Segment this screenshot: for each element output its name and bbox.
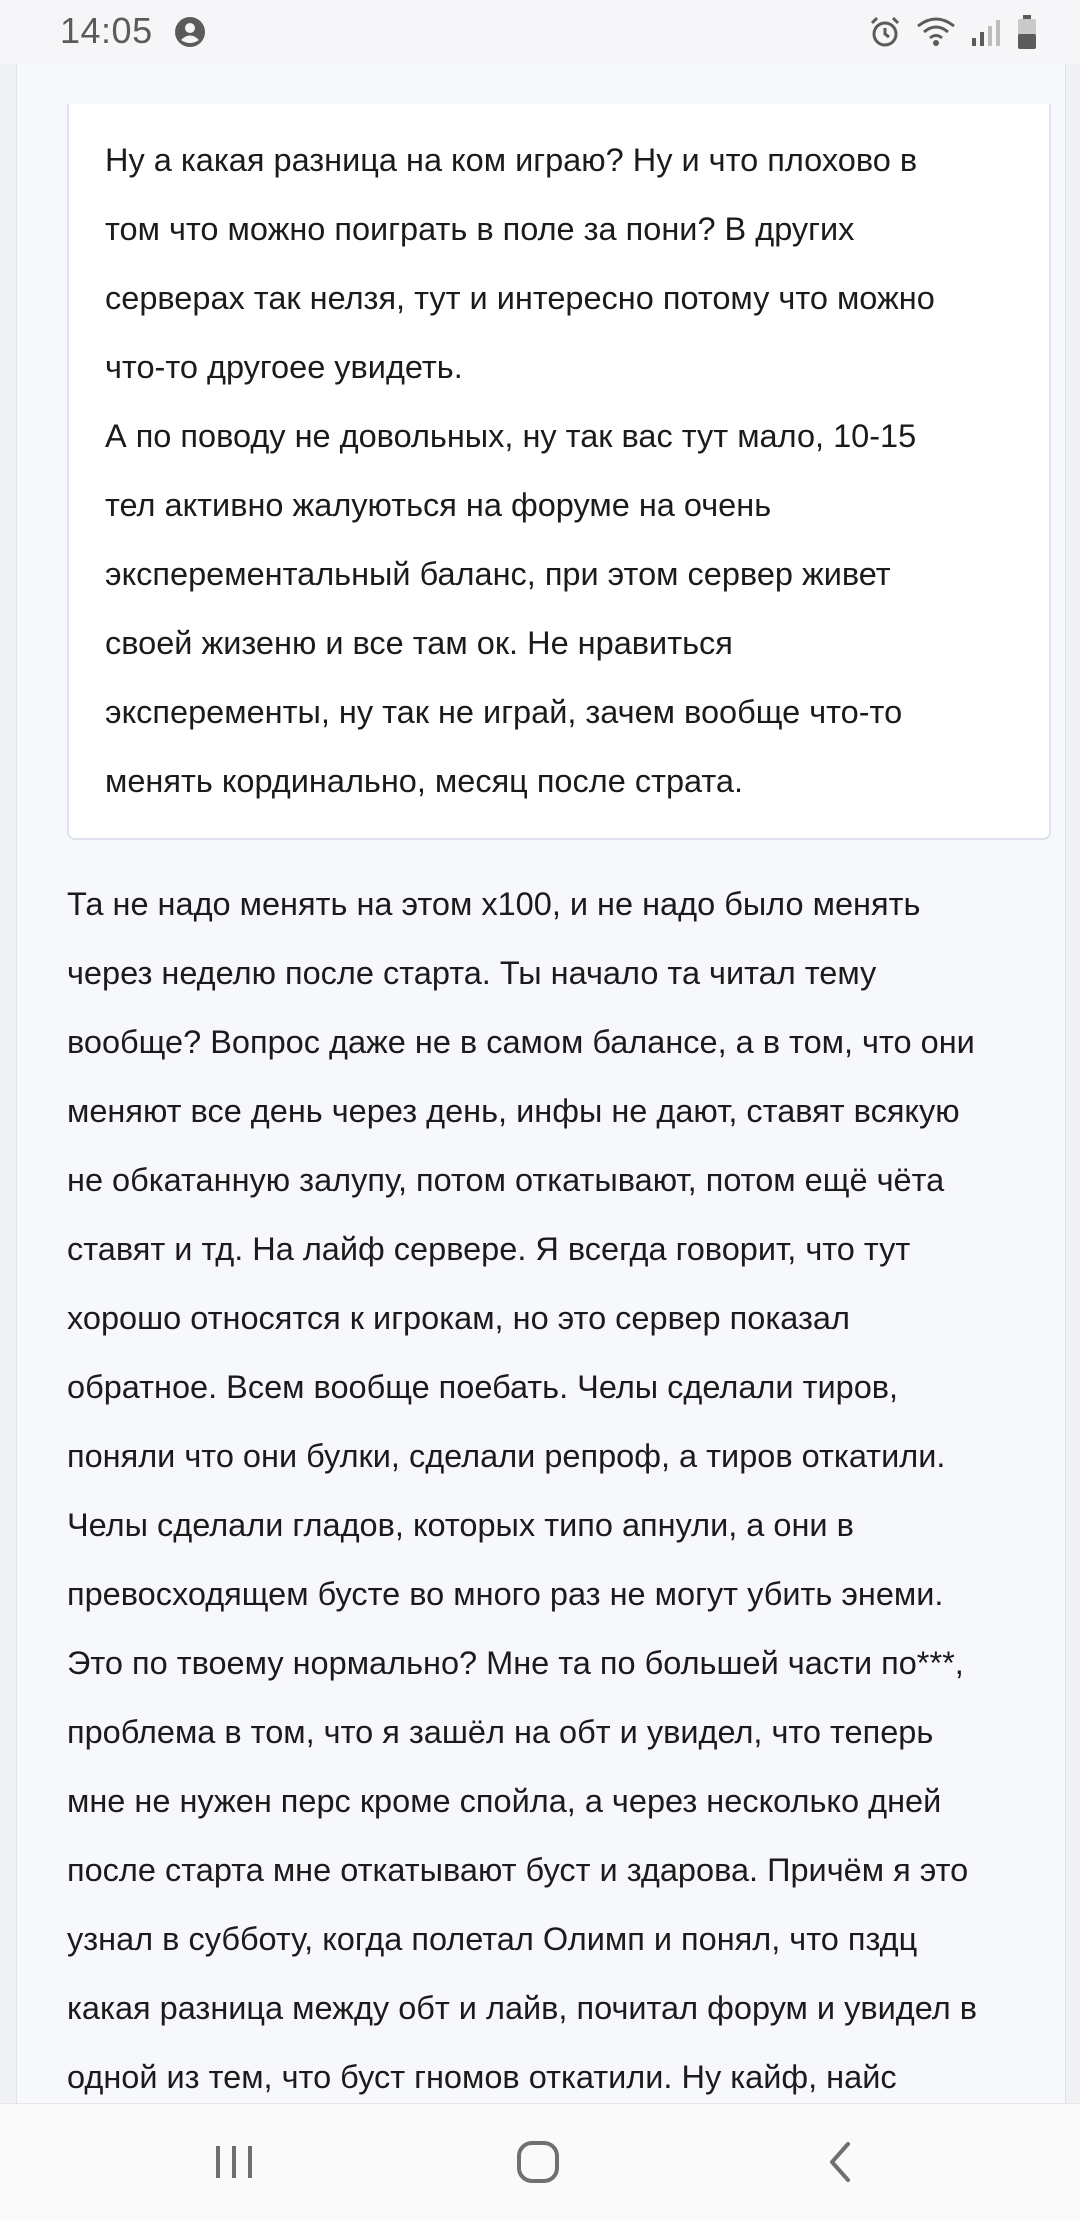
quote-line: тел активно жалуються на форуме на очень	[105, 487, 772, 523]
wifi-icon	[916, 16, 956, 48]
quote-line: что-то другоее увидеть.	[105, 349, 463, 385]
quote-line: эксперементальный баланс, при этом сервер живет	[105, 556, 891, 592]
body-line: через неделю после старта. Ты начало та читал тему	[67, 955, 877, 991]
forum-post	[16, 64, 1066, 2104]
body-line: хорошо относятся к игрокам, но это сервер показал	[67, 1300, 850, 1336]
back-icon[interactable]	[810, 2132, 870, 2192]
body-line: какая разница между обт и лайв, почитал форум и увидел в	[67, 1990, 977, 2026]
status-icons	[868, 12, 1038, 52]
recent-apps-icon[interactable]	[204, 2132, 264, 2192]
quote-text	[105, 126, 1017, 816]
body-line: не обкатанную залупу, потом откатывают, потом ещё чёта	[67, 1162, 945, 1198]
account-circle-icon	[174, 16, 206, 48]
quote-line: эксперементы, ну так не играй, зачем вообще что-то	[105, 694, 903, 730]
body-line: узнал в субботу, когда полетал Олимп и понял, что пздц	[67, 1921, 918, 1957]
body-line: ставят и тд. На лайф сервере. Я всегда говорит, что тут	[67, 1231, 911, 1267]
alarm-icon	[868, 15, 902, 49]
body-line: проблема в том, что я зашёл на обт и увидел, что теперь	[67, 1714, 934, 1750]
quote-block	[67, 104, 1051, 840]
post-body-text	[67, 870, 1057, 2181]
body-line: Челы сделали гладов, которых типо апнули, а они в	[67, 1507, 854, 1543]
body-line: Это по твоему нормально? Мне та по большей части по***,	[67, 1645, 964, 1681]
body-line: мне не нужен перс кроме спойла, а через несколько дней	[67, 1783, 942, 1819]
quote-line: своей жизеню и все там ок. Не нравиться	[105, 625, 733, 661]
quote-line: серверах так нелзя, тут и интересно потому что можно	[105, 280, 935, 316]
quote-line: том что можно поиграть в поле за пони? В других	[105, 211, 855, 247]
body-line: поняли что они булки, сделали репроф, а тиров откатили.	[67, 1438, 946, 1474]
body-line: Та не надо менять на этом x100, и не надо было менять	[67, 886, 921, 922]
body-line: меняют все день через день, инфы не дают, ставят всякую	[67, 1093, 960, 1129]
navigation-bar	[0, 2103, 1080, 2220]
body-line: обратное. Всем вообще поебать. Челы сделали тиров,	[67, 1369, 899, 1405]
body-line: превосходящем бусте во много раз не могут убить энеми.	[67, 1576, 944, 1612]
quote-line: менять кординально, месяц после страта.	[105, 763, 744, 799]
status-bar	[0, 0, 1080, 64]
status-time: 14:05	[60, 10, 153, 51]
quote-line: Ну а какая разница на ком играю? Ну и что плохово в	[105, 142, 918, 178]
body-line: вообще? Вопрос даже не в самом балансе, а в том, что они	[67, 1024, 975, 1060]
home-icon[interactable]	[508, 2132, 568, 2192]
body-line: после старта мне откатывают буст и здарова. Причём я это	[67, 1852, 969, 1888]
quote-line: А по поводу не довольных, ну так вас тут мало, 10-15	[105, 418, 917, 454]
body-line: одной из тем, что буст гномов откатили. Ну кайф, найс	[67, 2059, 897, 2095]
battery-icon	[1016, 14, 1038, 50]
signal-icon	[970, 16, 1002, 48]
